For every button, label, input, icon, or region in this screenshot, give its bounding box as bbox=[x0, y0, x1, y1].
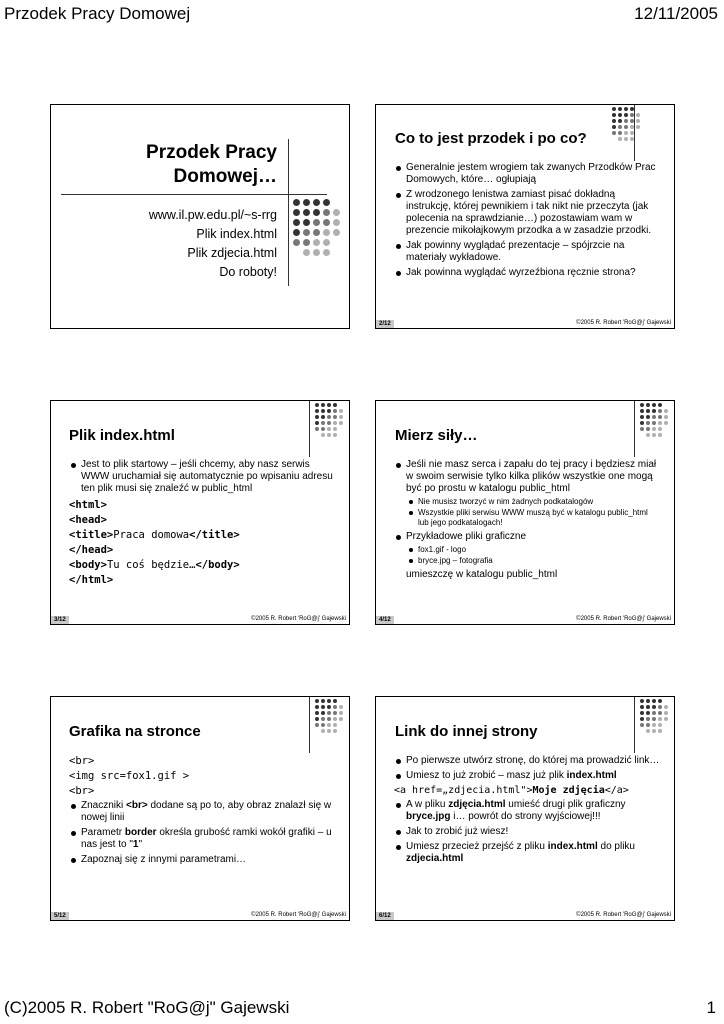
divider-vertical bbox=[634, 105, 635, 161]
title-line: Domowej… bbox=[173, 166, 277, 187]
dot bbox=[333, 209, 340, 216]
dot bbox=[333, 723, 337, 727]
slide-number: 4/12 bbox=[376, 616, 394, 624]
dot bbox=[333, 705, 337, 709]
dot bbox=[618, 125, 622, 129]
dot bbox=[339, 717, 343, 721]
dot bbox=[321, 409, 325, 413]
slide-2 bbox=[375, 104, 675, 329]
dot bbox=[658, 717, 662, 721]
footer-author: (C)2005 R. Robert "RoG@j" Gajewski bbox=[4, 998, 290, 1017]
dot bbox=[618, 137, 622, 141]
dot bbox=[303, 229, 310, 236]
slide-copyright: ©2005 R. Robert 'RoG@j' Gajewski bbox=[576, 912, 671, 918]
divider-vertical bbox=[634, 401, 635, 457]
dot bbox=[618, 113, 622, 117]
dot bbox=[658, 427, 662, 431]
dot bbox=[321, 717, 325, 721]
code-tag: </head> bbox=[69, 544, 114, 556]
dot bbox=[323, 229, 330, 236]
dot bbox=[293, 229, 300, 236]
dot bbox=[327, 403, 331, 407]
dot bbox=[333, 229, 340, 236]
dot bbox=[658, 403, 662, 407]
code-tag: </html> bbox=[69, 574, 114, 586]
dot bbox=[646, 729, 650, 733]
dot bbox=[315, 415, 319, 419]
url-text: www.il.pw.edu.pl/~s-rrg bbox=[148, 208, 277, 222]
dot bbox=[327, 705, 331, 709]
dot bbox=[321, 421, 325, 425]
dot bbox=[333, 711, 337, 715]
dot bbox=[646, 403, 650, 407]
divider-vertical bbox=[634, 697, 635, 753]
dot bbox=[612, 125, 616, 129]
dot bbox=[652, 729, 656, 733]
bullet-item: Po pierwsze utwórz stronę, do której ma prowadzić link… bbox=[406, 755, 660, 766]
dot bbox=[323, 219, 330, 226]
dot bbox=[327, 699, 331, 703]
document-date: 12/11/2005 bbox=[634, 4, 718, 23]
dot bbox=[618, 119, 622, 123]
dot bbox=[624, 125, 628, 129]
dot bbox=[658, 729, 662, 733]
dot bbox=[315, 403, 319, 407]
dot bbox=[618, 107, 622, 111]
dot bbox=[624, 137, 628, 141]
dot bbox=[333, 421, 337, 425]
dot bbox=[652, 403, 656, 407]
dot bbox=[624, 113, 628, 117]
slide-copyright: ©2005 R. Robert 'RoG@j' Gajewski bbox=[251, 912, 346, 918]
dot bbox=[303, 249, 310, 256]
dot bbox=[327, 717, 331, 721]
dot bbox=[652, 415, 656, 419]
dot bbox=[315, 705, 319, 709]
slide-content bbox=[69, 754, 335, 869]
dot bbox=[658, 421, 662, 425]
dot bbox=[646, 723, 650, 727]
dot bbox=[327, 433, 331, 437]
dot bbox=[652, 421, 656, 425]
page-number: 1 bbox=[706, 998, 716, 1017]
code-block bbox=[69, 754, 335, 799]
dot bbox=[658, 433, 662, 437]
dot bbox=[303, 199, 310, 206]
dot bbox=[327, 723, 331, 727]
divider-horizontal bbox=[61, 194, 327, 195]
dot bbox=[658, 409, 662, 413]
dot bbox=[640, 403, 644, 407]
dot bbox=[339, 711, 343, 715]
dot bbox=[646, 433, 650, 437]
dot bbox=[321, 729, 325, 733]
code-line: <img src=fox1.gif > bbox=[69, 770, 190, 782]
dot bbox=[315, 421, 319, 425]
dot bbox=[327, 415, 331, 419]
dot bbox=[636, 125, 640, 129]
dot bbox=[646, 699, 650, 703]
dot bbox=[313, 239, 320, 246]
dot bbox=[327, 421, 331, 425]
dot bbox=[646, 415, 650, 419]
dot bbox=[339, 409, 343, 413]
dot bbox=[646, 427, 650, 431]
dot bbox=[646, 711, 650, 715]
dot bbox=[636, 119, 640, 123]
slide-content bbox=[394, 755, 660, 868]
slide-copyright: ©2005 R. Robert 'RoG@j' Gajewski bbox=[576, 320, 671, 326]
dot bbox=[646, 705, 650, 709]
slide-1 bbox=[50, 104, 350, 329]
code-tag: <head> bbox=[69, 514, 107, 526]
dot bbox=[333, 729, 337, 733]
dot bbox=[652, 409, 656, 413]
slide-title: Mierz siły… bbox=[395, 427, 478, 444]
dot bbox=[646, 409, 650, 413]
dot bbox=[612, 113, 616, 117]
dot bbox=[321, 415, 325, 419]
slide-5 bbox=[50, 696, 350, 921]
divider-vertical bbox=[309, 401, 310, 457]
dot bbox=[313, 249, 320, 256]
dot bbox=[321, 723, 325, 727]
dot bbox=[664, 421, 668, 425]
dot bbox=[664, 415, 668, 419]
dot bbox=[339, 415, 343, 419]
slide-copyright: ©2005 R. Robert 'RoG@j' Gajewski bbox=[576, 616, 671, 622]
dot bbox=[313, 209, 320, 216]
dot bbox=[303, 239, 310, 246]
dot bbox=[333, 403, 337, 407]
bullet-item: Umiesz przecież przejść z pliku index.html do pliku zdjecia.html bbox=[406, 841, 660, 865]
dot bbox=[323, 199, 330, 206]
dot bbox=[640, 427, 644, 431]
dot bbox=[293, 209, 300, 216]
dot bbox=[321, 705, 325, 709]
dot bbox=[658, 705, 662, 709]
code-text: Tu coś będzie… bbox=[106, 559, 196, 571]
slide-title bbox=[146, 141, 277, 189]
sub-bullet-item: fox1.gif - logo bbox=[418, 545, 660, 555]
dot bbox=[652, 717, 656, 721]
bullet-text: Przykładowe pliki graficzne bbox=[406, 531, 527, 542]
dot bbox=[293, 239, 300, 246]
dot bbox=[323, 239, 330, 246]
dot bbox=[652, 433, 656, 437]
dot bbox=[612, 119, 616, 123]
dot bbox=[315, 427, 319, 431]
bullet-item: Z wrodzonego lenistwa zamiast pisać dokładną instrukcję, której pewnikiem i tak nikt nie przeczyta (jak polecenia na sprawdzianie…) pozostawiam wam w prezencie mikołajkowym przodka a w zasadzie przodki. bbox=[406, 189, 657, 237]
dot bbox=[321, 403, 325, 407]
dot bbox=[333, 717, 337, 721]
slide-number: 5/12 bbox=[51, 912, 69, 920]
sub-bullet-item: Wszystkie pliki serwisu WWW muszą być w katalogu public_html lub jego podkatalogach! bbox=[418, 508, 660, 528]
dot bbox=[664, 409, 668, 413]
bullet-item: Jak powinna wyglądać wyrzeźbiona ręcznie strona? bbox=[406, 267, 657, 279]
dot bbox=[664, 717, 668, 721]
slide-content bbox=[394, 162, 657, 282]
slide-copyright: ©2005 R. Robert 'RoG@j' Gajewski bbox=[251, 616, 346, 622]
dot bbox=[333, 699, 337, 703]
slide-title: Plik index.html bbox=[69, 427, 175, 444]
code-line: <br> bbox=[69, 755, 95, 767]
dot bbox=[658, 699, 662, 703]
sub-bullet-item: Nie musisz tworzyć w nim żadnych podkatalogów bbox=[418, 497, 660, 507]
dot bbox=[333, 433, 337, 437]
dot bbox=[640, 723, 644, 727]
subtitle-line: Plik index.html bbox=[196, 227, 277, 241]
bullet-item: Umiesz to już zrobić – masz już plik index.html bbox=[406, 770, 660, 782]
bullet-item: A w pliku zdjęcia.html umieść drugi plik graficzny bryce.jpg i… powrót do strony wyjściowej!!! bbox=[406, 799, 660, 823]
bullet-item bbox=[406, 531, 660, 566]
dot bbox=[640, 711, 644, 715]
dot bbox=[640, 421, 644, 425]
dot bbox=[313, 229, 320, 236]
dot bbox=[618, 131, 622, 135]
dot bbox=[652, 723, 656, 727]
divider-vertical bbox=[309, 697, 310, 753]
dot bbox=[640, 409, 644, 413]
dot bbox=[658, 723, 662, 727]
dot bbox=[339, 705, 343, 709]
slide-subtitle bbox=[149, 206, 277, 282]
code-text: Praca domowa bbox=[113, 529, 190, 541]
dot bbox=[333, 219, 340, 226]
slide-4 bbox=[375, 400, 675, 625]
slide-title: Co to jest przodek i po co? bbox=[395, 130, 587, 147]
bullet-item: Jak to zrobić już wiesz! bbox=[406, 826, 660, 838]
dot bbox=[313, 219, 320, 226]
dot bbox=[327, 409, 331, 413]
dot bbox=[640, 717, 644, 721]
subtitle-line: Do roboty! bbox=[219, 265, 277, 279]
slide-content bbox=[69, 459, 335, 588]
dot bbox=[315, 723, 319, 727]
slide-number: 2/12 bbox=[376, 320, 394, 328]
divider-vertical bbox=[288, 139, 289, 286]
dot bbox=[652, 711, 656, 715]
dot bbox=[640, 705, 644, 709]
code-block: <a href=„zdjecia.html">Moje zdjęcia</a> bbox=[394, 785, 629, 796]
subtitle-line: Plik zdjecia.html bbox=[187, 246, 277, 260]
dot bbox=[315, 699, 319, 703]
slide-3 bbox=[50, 400, 350, 625]
dot bbox=[303, 219, 310, 226]
slide-number: 6/12 bbox=[376, 912, 394, 920]
dot bbox=[636, 113, 640, 117]
dot bbox=[664, 711, 668, 715]
dot bbox=[333, 415, 337, 419]
dot bbox=[612, 131, 616, 135]
code-line: <br> bbox=[69, 785, 95, 797]
dot bbox=[293, 219, 300, 226]
dot bbox=[327, 427, 331, 431]
dot bbox=[658, 711, 662, 715]
title-line: Przodek Pracy bbox=[146, 142, 277, 163]
dot bbox=[652, 705, 656, 709]
dot bbox=[313, 199, 320, 206]
page-header bbox=[0, 4, 724, 28]
dot bbox=[321, 433, 325, 437]
dot bbox=[646, 421, 650, 425]
slide-title: Link do innej strony bbox=[395, 723, 538, 740]
dot bbox=[646, 717, 650, 721]
dot bbox=[624, 119, 628, 123]
dot bbox=[624, 131, 628, 135]
bullet-item: Jak powinny wyglądać prezentacje – spójrzcie na materiały wykładowe. bbox=[406, 240, 657, 264]
dot bbox=[624, 107, 628, 111]
slide-title: Grafika na stronce bbox=[69, 723, 201, 740]
dot bbox=[315, 711, 319, 715]
bullet-item: Znaczniki <br> dodane są po to, aby obraz znalazł się w nowej linii bbox=[81, 800, 335, 824]
bullet-item: Zapoznaj się z innymi parametrami… bbox=[81, 854, 335, 866]
dot bbox=[339, 421, 343, 425]
code-block bbox=[69, 498, 335, 588]
slide-6 bbox=[375, 696, 675, 921]
bullet-item: Jest to plik startowy – jeśli chcemy, aby nasz serwis WWW uruchamiał się automatycznie po wpisaniu adresu ten plik musi się znaleźć w public_html bbox=[81, 459, 335, 495]
bullet-item bbox=[406, 459, 660, 528]
dot bbox=[321, 427, 325, 431]
dot bbox=[323, 249, 330, 256]
code-tag: </body> bbox=[195, 559, 240, 571]
dot bbox=[658, 415, 662, 419]
dot bbox=[315, 409, 319, 413]
plain-text: umieszczę w katalogu public_html bbox=[406, 569, 558, 580]
slide-content bbox=[394, 459, 660, 581]
code-tag: <body> bbox=[69, 559, 107, 571]
dot bbox=[612, 107, 616, 111]
dot bbox=[323, 209, 330, 216]
dot bbox=[652, 427, 656, 431]
bullet-item: Generalnie jestem wrogiem tak zwanych Przodków Prac Domowych, które… ogłupiają bbox=[406, 162, 656, 185]
document-title: Przodek Pracy Domowej bbox=[4, 4, 191, 23]
dot bbox=[293, 199, 300, 206]
dot bbox=[664, 705, 668, 709]
slide-number: 3/12 bbox=[51, 616, 69, 624]
sub-bullet-item: bryce.jpg – fotografia bbox=[418, 556, 660, 566]
dot bbox=[640, 415, 644, 419]
dot bbox=[321, 699, 325, 703]
dot bbox=[303, 209, 310, 216]
dot bbox=[327, 711, 331, 715]
dot bbox=[652, 699, 656, 703]
dot bbox=[333, 427, 337, 431]
code-tag: <html> bbox=[69, 499, 107, 511]
dot bbox=[333, 409, 337, 413]
dot bbox=[327, 729, 331, 733]
bullet-item: Parametr border określa grubość ramki wokół grafiki – u nas jest to "1" bbox=[81, 827, 335, 851]
dot bbox=[315, 717, 319, 721]
code-tag: <title> bbox=[69, 529, 114, 541]
dot bbox=[640, 699, 644, 703]
page-footer bbox=[0, 998, 724, 1024]
bullet-text: Jeśli nie masz serca i zapału do tej pracy i będziesz miał w swoim serwisie tylko kilka plików wszystkie one mogą być po prostu w katalogu public_html bbox=[406, 459, 657, 494]
dot bbox=[321, 711, 325, 715]
code-tag: </title> bbox=[189, 529, 240, 541]
